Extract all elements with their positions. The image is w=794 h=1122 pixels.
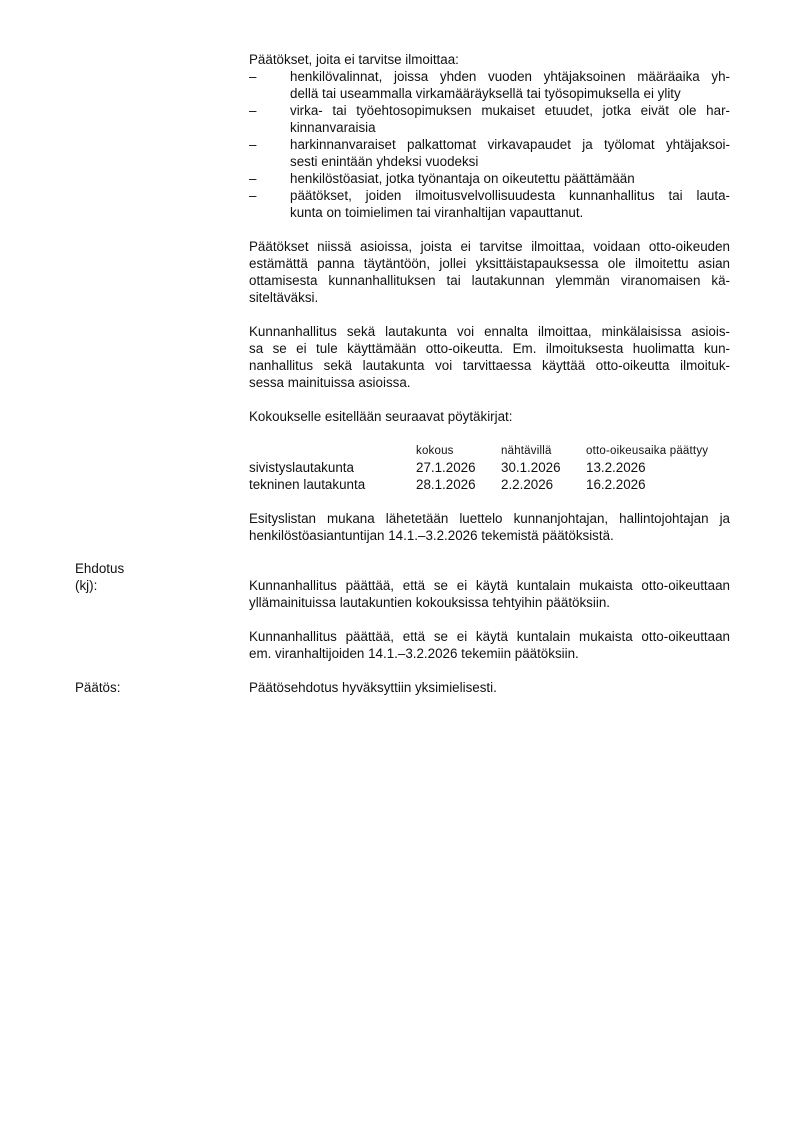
list-item-line: henkilöstöasiat, jotka työnantaja on oikeutettu päättämään <box>290 171 635 186</box>
row-meeting-date: 27.1.2026 <box>416 460 476 475</box>
paragraph-line: Esityslistan mukana lähetetään luettelo kunnanjohtajan, hallintojohtajan ja <box>249 511 730 526</box>
row-meeting-date: 28.1.2026 <box>416 477 476 492</box>
minutes-intro: Kokoukselle esitellään seuraavat pöytäkirjat: <box>249 409 513 424</box>
header-nahtavilla: nähtävillä <box>501 445 552 457</box>
list-item-line: päätökset, joiden ilmoitusvelvollisuudesta kunnanhallitus tai lauta- <box>290 188 730 203</box>
list-item-line: sesti enintään yhdeksi vuodeksi <box>290 154 479 169</box>
paragraph-line: Päätökset niissä asioissa, joista ei tarvitse ilmoittaa, voidaan otto-oikeuden <box>249 239 730 254</box>
paragraph-line: henkilöstöasiantuntijan 14.1.–3.2.2026 tekemistä päätöksistä. <box>249 528 614 543</box>
decision-label: Päätös: <box>75 680 121 695</box>
proposal-line: Kunnanhallitus päättää, että se ei käytä kuntalain mukaista otto-oikeuttaan <box>249 578 730 593</box>
row-board: sivistyslautakunta <box>249 460 354 475</box>
intro-heading: Päätökset, joita ei tarvitse ilmoittaa: <box>249 52 459 67</box>
list-item-line: kinnanvaraisia <box>290 120 376 135</box>
row-deadline-date: 13.2.2026 <box>586 460 646 475</box>
dash-bullet: – <box>249 137 257 152</box>
proposal-line: yllämainituissa lautakuntien kokouksissa tehtyihin päätöksiin. <box>249 595 610 610</box>
proposal-line: em. viranhaltijoiden 14.1.–3.2.2026 tekemiin päätöksiin. <box>249 646 579 661</box>
row-deadline-date: 16.2.2026 <box>586 477 646 492</box>
paragraph-line: siteltäväksi. <box>249 290 319 305</box>
list-item-line: kunta on toimielimen tai viranhaltijan vapauttanut. <box>290 205 584 220</box>
list-item-line: dellä tai useammalla virkamääräyksellä tai työsopimuksella ei ylity <box>290 86 681 101</box>
dash-bullet: – <box>249 188 257 203</box>
header-kokous: kokous <box>416 445 454 457</box>
list-item-line: harkinnanvaraiset palkattomat virkavapaudet ja työlomat yhtäjaksoi- <box>290 137 730 152</box>
row-board: tekninen lautakunta <box>249 477 366 492</box>
row-available-date: 30.1.2026 <box>501 460 561 475</box>
paragraph-line: sa se ei tule käyttämään otto-oikeutta. Em. ilmoituksesta huolimatta kun- <box>249 341 730 356</box>
paragraph-line: Kunnanhallitus sekä lautakunta voi ennalta ilmoittaa, minkälaisissa asiois- <box>249 324 730 339</box>
dash-bullet: – <box>249 171 257 186</box>
dash-bullet: – <box>249 69 257 84</box>
list-item-line: virka- tai työehtosopimuksen mukaiset etuudet, jotka eivät ole har- <box>290 103 730 118</box>
dash-bullet: – <box>249 103 257 118</box>
proposal-line: Kunnanhallitus päättää, että se ei käytä kuntalain mukaista otto-oikeuttaan <box>249 629 730 644</box>
paragraph-line: sessa mainituissa asioissa. <box>249 375 411 390</box>
decision-text: Päätösehdotus hyväksyttiin yksimielisesti. <box>249 680 497 695</box>
proposal-label-author: (kj): <box>75 578 98 593</box>
paragraph-line: ottamisesta kunnanhallituksen tai lautakunnan ylemmän viranomaisen kä- <box>249 273 730 288</box>
paragraph-line: estämättä panna täytäntöön, jollei yksittäistapauksessa ole ilmoitettu asian <box>249 256 730 271</box>
paragraph-line: nanhallitus sekä lautakunta voi tarvittaessa käyttää otto-oikeutta ilmoituk- <box>249 358 730 373</box>
row-available-date: 2.2.2026 <box>501 477 554 492</box>
header-otto-oikeusaika: otto-oikeusaika päättyy <box>586 445 709 457</box>
list-item-line: henkilövalinnat, joissa yhden vuoden yhtäjaksoinen määräaika yh- <box>290 69 730 84</box>
proposal-label: Ehdotus <box>75 561 125 576</box>
